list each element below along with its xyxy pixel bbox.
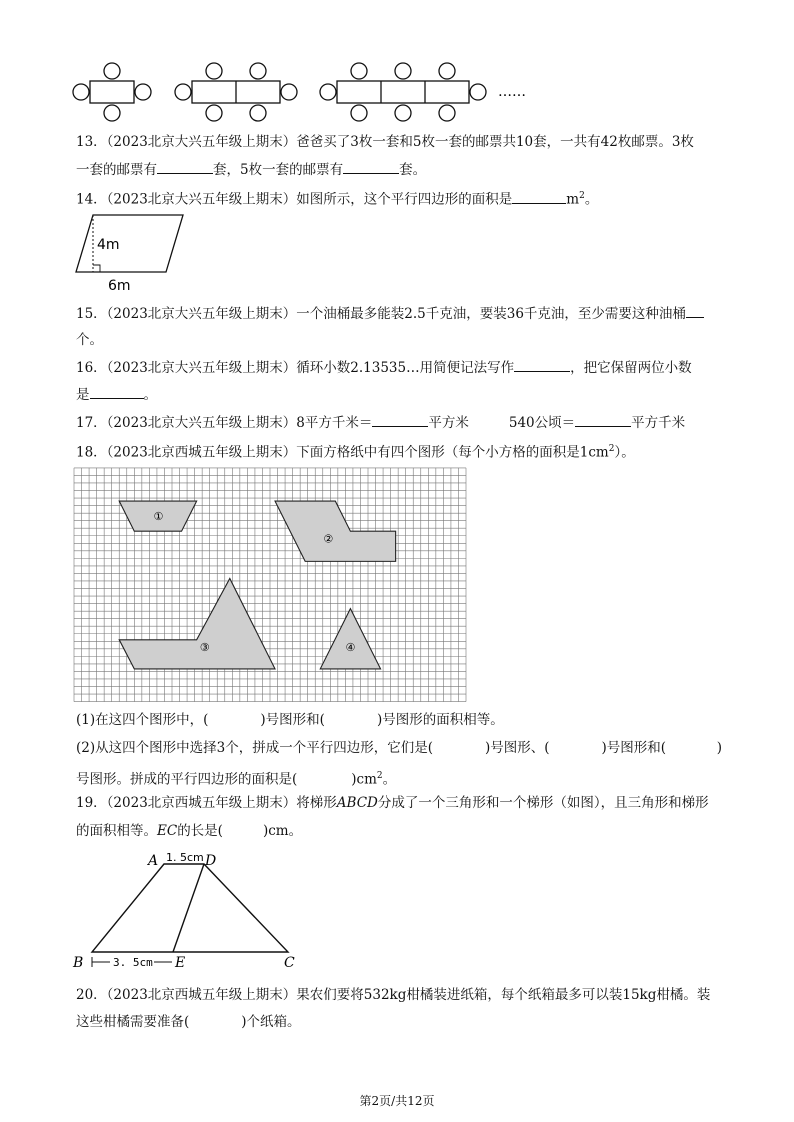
tables-chairs-figure (0, 60, 794, 120)
vertex-e: E (175, 955, 186, 971)
answer-blank[interactable] (575, 413, 631, 427)
q15-line1: 15．（2023北京大兴五年级上期末）一个油桶最多能装2.5千克油，要装36千克油，至少需要这种油桶 (76, 304, 704, 323)
page-number: 第2页/共12页 (359, 1094, 435, 1108)
be-length-label: 3. 5cm (113, 956, 153, 969)
q18-part1: (1)在这四个图形中，( )号图形和( )号图形的面积相等。 (76, 712, 504, 728)
shape-3 (119, 578, 275, 668)
answer-blank[interactable] (90, 385, 144, 399)
answer-blank[interactable] (686, 304, 704, 318)
ellipsis: …… (498, 84, 526, 100)
q18-part2: (2)从这四个图形中选择3个，拼成一个平行四边形，它们是( )号图形、( )号图形和( ) (76, 740, 722, 756)
vertex-c: C (284, 955, 295, 971)
shape-2-label: ② (323, 532, 334, 546)
q13-line1: 13．（2023北京大兴五年级上期末）爸爸买了3枚一套和5枚一套的邮票共10套，一共有42枚邮票。3枚 (76, 134, 694, 150)
shape-1-label: ① (153, 510, 164, 524)
height-label: 4m (97, 237, 120, 253)
shape-4 (320, 609, 380, 669)
shape-2 (275, 501, 396, 561)
q16-line1: 16．（2023北京大兴五年级上期末）循环小数2.13535…用简便记法写作 ，把它保留两位小数 (76, 360, 692, 376)
vertex-b: B (73, 955, 84, 971)
q19-line1: 19．（2023北京西城五年级上期末）将梯形ABCD分成了一个三角形和一个梯形（如图），且三角形和梯形 (76, 795, 709, 811)
vertex-a: A (148, 853, 159, 869)
q13-line2: 一套的邮票有 套，5枚一套的邮票有 套。 (76, 162, 427, 178)
q16-line2: 是 。 (76, 387, 157, 403)
parallelogram-figure (70, 212, 190, 294)
q18-part3: 号图形。拼成的平行四边形的面积是( )$cm^2$。 (76, 771, 397, 788)
q15-line2: 个。 (76, 332, 103, 348)
base-label: 6m (108, 278, 131, 294)
vertex-d: D (205, 853, 217, 869)
answer-blank[interactable] (512, 190, 566, 204)
answer-blank[interactable] (514, 358, 570, 372)
q20-line1: 20．（2023北京西城五年级上期末）果农们要将532kg柑橘装进纸箱，每个纸箱最多可以装15kg柑橘。装 (76, 987, 711, 1003)
shape-3-label: ③ (199, 640, 210, 654)
q17-line: 17．（2023北京大兴五年级上期末）8平方千米＝ 平方米 540公顷＝ 平方千米 (76, 415, 686, 431)
answer-blank[interactable] (157, 160, 213, 174)
answer-blank[interactable] (343, 160, 399, 174)
q19-line2: 的面积相等。EC的长是( )cm。 (76, 823, 303, 839)
q18-stem: 18．（2023北京西城五年级上期末）下面方格纸中有四个图形（每个小方格的面积是$1cm^2$）。 (76, 444, 635, 461)
q20-line2: 这些柑橘需要准备( )个纸箱。 (76, 1014, 301, 1030)
trapezoid-figure (68, 845, 308, 975)
top-length-label: 1. 5cm (166, 851, 204, 864)
shape-4-label: ④ (345, 640, 356, 654)
grid-figure (74, 467, 466, 701)
q14-stem: 14．（2023北京大兴五年级上期末）如图所示，这个平行四边形的面积是 $m^2$。 (76, 191, 599, 208)
answer-blank[interactable] (372, 413, 428, 427)
